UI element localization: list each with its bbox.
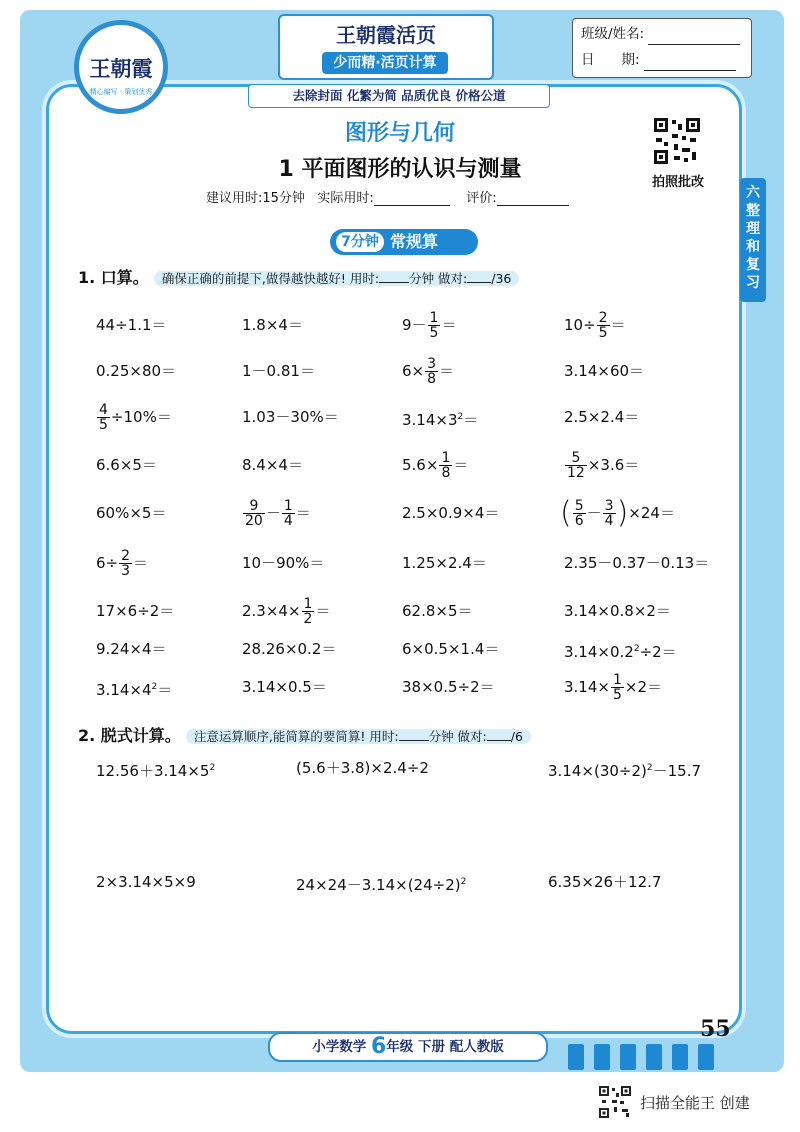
student-info-box bbox=[572, 18, 752, 78]
problem: 9－ $\frac{1}{5}$ ＝ bbox=[402, 310, 457, 341]
footer-edition: 配人教版 bbox=[449, 1039, 504, 1055]
problem: 3.14× $\frac{1}{5}$ ×2＝ bbox=[564, 672, 663, 703]
watermark-qr-icon bbox=[598, 1085, 632, 1119]
date-label: 日 期: bbox=[581, 52, 640, 68]
problem: $3.14\times 3^2=$ bbox=[402, 411, 479, 429]
problem: 38×0.5÷2＝ bbox=[402, 678, 495, 696]
problem: $\frac{9}{20}$ － $\frac{1}{4}$ ＝ bbox=[245, 498, 311, 529]
problem: 10÷ $\frac{2}{5}$ ＝ bbox=[564, 310, 626, 341]
expression: 2×3.14×5×9 bbox=[96, 873, 196, 891]
decorative-bars bbox=[568, 1044, 738, 1070]
chapter-tab-char: 习 bbox=[746, 275, 760, 291]
problem: 2.3×4× $\frac{1}{2}$ ＝ bbox=[242, 596, 331, 627]
actual-time-field[interactable] bbox=[374, 191, 450, 206]
scanner-watermark bbox=[598, 1085, 778, 1117]
chapter-tab bbox=[740, 178, 766, 302]
lesson-title: 1 平面图形的认识与测量 bbox=[278, 157, 522, 182]
section2-hint bbox=[186, 729, 531, 744]
problem: ( $\frac{5}{6}$ － $\frac{3}{4}$ )×24＝ bbox=[560, 495, 675, 531]
brand-logo bbox=[74, 20, 168, 114]
brand-slogan: 少而精·活页计算 bbox=[322, 52, 448, 74]
problem: 2.5×2.4＝ bbox=[564, 408, 640, 426]
problem: 10－90%＝ bbox=[242, 554, 325, 572]
problem: 62.8×5＝ bbox=[402, 602, 473, 620]
problem: 8.4×4＝ bbox=[242, 456, 303, 474]
problem: 2.5×0.9×4＝ bbox=[402, 504, 500, 522]
hint-text: 确保正确的前提下,做得越快越好! 用时: bbox=[161, 271, 380, 286]
problem: 44÷1.1＝ bbox=[96, 316, 167, 334]
footer-grade-suffix: 年级 bbox=[386, 1039, 414, 1055]
date-field[interactable] bbox=[644, 54, 736, 71]
hint-text: 分钟 做对: bbox=[409, 271, 468, 286]
tagline: 去除封面 化繁为简 品质优良 价格公道 bbox=[248, 84, 550, 108]
problem: 3.14×0.8×2＝ bbox=[564, 602, 671, 620]
hint-total: /36 bbox=[491, 271, 512, 286]
problem: $\frac{4}{5}$ ÷10%＝ bbox=[99, 402, 172, 433]
problem: 5.6× $\frac{1}{8}$ ＝ bbox=[402, 450, 469, 481]
problem: 6× $\frac{3}{8}$ ＝ bbox=[402, 356, 455, 387]
brand-banner bbox=[278, 14, 494, 80]
page-number: 55 bbox=[700, 1016, 731, 1042]
badge-kind: 常规算 bbox=[390, 232, 439, 251]
correct-blank[interactable] bbox=[467, 268, 491, 283]
logo-text: 王朝霞 bbox=[89, 56, 153, 81]
brand-title: 王朝霞活页 bbox=[336, 23, 436, 47]
practice-badge bbox=[330, 229, 478, 255]
footer-volume: 下册 bbox=[418, 1039, 445, 1055]
expression: $3.14\times(30\div 2)^2-15.7$ bbox=[548, 762, 702, 780]
problem: 1.25×2.4＝ bbox=[402, 554, 487, 572]
problem: 9.24×4＝ bbox=[96, 640, 167, 658]
expression: (5.6＋3.8)×2.4÷2 bbox=[296, 759, 429, 777]
badge-minutes: 7分钟 bbox=[336, 232, 384, 252]
problem: 28.26×0.2＝ bbox=[242, 640, 337, 658]
section1-hint bbox=[154, 271, 519, 286]
problem: 0.25×80＝ bbox=[96, 362, 177, 380]
footer-badge bbox=[268, 1032, 548, 1062]
time-blank[interactable] bbox=[379, 268, 409, 283]
chapter-tab-char: 理 bbox=[746, 221, 760, 237]
time-blank[interactable] bbox=[399, 726, 429, 741]
footer-subject: 小学数学 bbox=[312, 1039, 367, 1055]
problem: $3.14\times 0.2^2\div 2=$ bbox=[564, 643, 677, 661]
suggested-time: 建议用时:15分钟 bbox=[206, 191, 305, 206]
logo-subtext: 精心编写 · 策划优秀 bbox=[89, 88, 153, 96]
topic-title: 图形与几何 bbox=[344, 121, 455, 146]
hint-text: 分钟 做对: bbox=[428, 729, 487, 744]
section1-title: 1. 口算。 bbox=[78, 268, 149, 287]
qr-code-icon bbox=[652, 116, 702, 166]
class-name-label: 班级/姓名: bbox=[581, 26, 645, 42]
hint-total: /6 bbox=[510, 729, 523, 744]
problem: 6×0.5×1.4＝ bbox=[402, 640, 500, 658]
chapter-tab-char: 整 bbox=[746, 203, 760, 219]
problem: $3.14\times 4^2=$ bbox=[96, 681, 173, 699]
section2-header bbox=[78, 724, 638, 750]
footer-grade: 6 bbox=[370, 1034, 387, 1059]
problem: 6÷ $\frac{2}{3}$ ＝ bbox=[96, 548, 149, 579]
problem: 2.35－0.37－0.13＝ bbox=[564, 554, 710, 572]
chapter-tab-char: 六 bbox=[746, 185, 760, 201]
problem: 1.03－30%＝ bbox=[242, 408, 339, 426]
problem: $\frac{5}{12}$ ×3.6＝ bbox=[567, 450, 640, 481]
chapter-tab-char: 复 bbox=[746, 257, 760, 273]
problem: 1－0.81＝ bbox=[242, 362, 315, 380]
problem: 3.14×0.5＝ bbox=[242, 678, 327, 696]
photo-grading-label: 拍照批改 bbox=[651, 175, 704, 190]
actual-time-label: 实际用时: bbox=[317, 191, 374, 206]
section2-title: 2. 脱式计算。 bbox=[78, 726, 181, 745]
chapter-tab-char: 和 bbox=[746, 239, 760, 255]
section1-header bbox=[78, 266, 638, 292]
expression: $12.56+3.14\times 5^2$ bbox=[96, 762, 216, 780]
timing-line bbox=[206, 187, 606, 207]
class-name-field[interactable] bbox=[648, 28, 740, 45]
evaluation-field[interactable] bbox=[497, 191, 569, 206]
watermark-text: 扫描全能王 创建 bbox=[640, 1094, 750, 1112]
expression: $24\times 24-3.14\times(24\div 2)^2$ bbox=[296, 876, 467, 894]
hint-text: 注意运算顺序,能简算的要简算! 用时: bbox=[193, 729, 399, 744]
expression: 6.35×26＋12.7 bbox=[548, 873, 662, 891]
problem: 60%×5＝ bbox=[96, 504, 167, 522]
problem: 1.8×4＝ bbox=[242, 316, 303, 334]
evaluation-label: 评价: bbox=[466, 191, 497, 206]
problem: 17×6÷2＝ bbox=[96, 602, 175, 620]
problem: 3.14×60＝ bbox=[564, 362, 645, 380]
correct-blank[interactable] bbox=[487, 726, 511, 741]
problem: 6.6×5＝ bbox=[96, 456, 157, 474]
